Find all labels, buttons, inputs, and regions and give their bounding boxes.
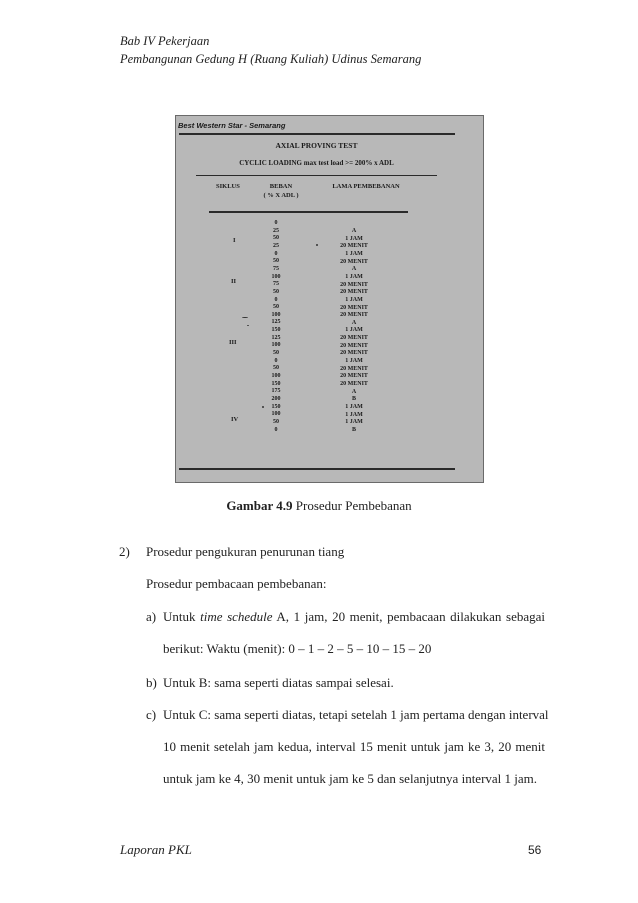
lama-cell: 20 MENIT <box>340 342 368 349</box>
lama-cell: A <box>351 266 357 273</box>
beban-cell: 0 <box>274 296 278 303</box>
beban-cell: 200 <box>271 395 281 402</box>
lama-cell: A <box>351 319 357 326</box>
beban-cell: 0 <box>274 250 278 257</box>
beban-cell: 100 <box>271 311 281 318</box>
procedure-title: Prosedur pembacaan pembebanan: <box>146 576 327 591</box>
beban-cell: 75 <box>273 265 279 272</box>
beban-cell: 0 <box>274 220 278 226</box>
figure-caption-label: Gambar 4.9 <box>226 498 293 513</box>
sub-item-a-line2: berikut: Waktu (menit): 0 – 1 – 2 – 5 – 10 – 15 – 20 <box>163 641 432 656</box>
col-header-lama: LAMA PEMBEBANAN <box>332 183 400 190</box>
col-header-siklus: SIKLUS <box>216 183 240 190</box>
lama-cell: 20 MENIT <box>340 381 368 387</box>
lama-cell: 1 JAM <box>345 273 363 280</box>
figure-bottom-rule <box>179 468 455 470</box>
scan-speck <box>242 317 248 318</box>
scan-speck <box>262 406 264 408</box>
beban-cell: 25 <box>273 227 279 234</box>
beban-cell: 50 <box>273 350 279 357</box>
sub-item-b-label: b) <box>146 675 157 690</box>
lama-cell: 1 JAM <box>345 250 363 257</box>
lama-cell: 1 JAM <box>345 296 363 303</box>
lama-cell: 20 MENIT <box>340 365 368 372</box>
loading-procedure-figure <box>175 115 484 483</box>
beban-cell: 100 <box>271 342 281 349</box>
beban-cell: 50 <box>273 418 279 425</box>
beban-cell: 175 <box>271 388 281 395</box>
figure-title: AXIAL PROVING TEST <box>275 141 358 150</box>
footer-report-label: Laporan PKL <box>120 842 192 857</box>
col-header-beban-unit: ( % X ADL ) <box>263 192 299 199</box>
list-number-2: 2) <box>119 544 130 559</box>
beban-cell: 50 <box>273 304 279 311</box>
beban-cell: 100 <box>271 373 281 379</box>
lama-cell: 1 JAM <box>345 411 363 418</box>
col-header-beban: BEBAN <box>269 183 293 190</box>
beban-cell: 150 <box>271 380 281 387</box>
beban-cell: 50 <box>273 258 279 265</box>
sub-item-b-line1: Untuk B: sama seperti diatas sampai selesai. <box>163 675 394 690</box>
lama-cell: 20 MENIT <box>340 281 368 288</box>
beban-cell: 50 <box>273 235 279 242</box>
scan-speck <box>247 325 249 326</box>
lama-cell: 20 MENIT <box>340 289 368 296</box>
figure-subtitle-rule <box>196 175 437 176</box>
scan-speck <box>316 244 318 246</box>
lama-cell: B <box>351 396 356 403</box>
siklus-label-2: II <box>231 278 237 285</box>
sub-item-c-label: c) <box>146 707 157 722</box>
beban-cell: 50 <box>273 365 279 372</box>
sub-item-c-line2: 10 menit setelah jam kedua, interval 15 menit untuk jam ke 3, 20 menit <box>163 739 545 754</box>
figure-company-label: Best Western Star - Semarang <box>178 121 286 130</box>
beban-cell: 50 <box>273 288 279 295</box>
lama-cell: 1 JAM <box>345 235 363 242</box>
siklus-label-4: IV <box>231 416 239 423</box>
siklus-label-3: III <box>229 339 237 346</box>
beban-cell: 100 <box>271 411 281 418</box>
running-header-project: Pembangunan Gedung H (Ruang Kuliah) Udinus Semarang <box>120 52 422 66</box>
beban-cell: 150 <box>271 403 281 410</box>
page-number: 56 <box>528 843 542 857</box>
lama-cell: 20 MENIT <box>340 243 368 250</box>
figure-caption <box>0 498 638 514</box>
sub-item-a-label: a) <box>146 609 157 624</box>
sub-item-a-line1 <box>163 609 545 625</box>
lama-cell: 1 JAM <box>345 327 363 334</box>
lama-cell: 20 MENIT <box>340 335 368 342</box>
lama-cell: 20 MENIT <box>340 350 368 357</box>
figure-subtitle: CYCLIC LOADING max test load >= 200% x ADL <box>239 159 394 167</box>
beban-cell: 150 <box>271 327 281 334</box>
figure-top-rule <box>179 133 455 135</box>
beban-cell: 0 <box>274 357 278 364</box>
sub-item-a-prefix: Untuk <box>163 609 201 624</box>
lama-cell: B <box>351 426 356 433</box>
beban-cell: 25 <box>273 242 279 249</box>
beban-cell: 100 <box>271 273 281 280</box>
beban-cell: 125 <box>271 319 281 326</box>
beban-cell: 0 <box>274 426 278 433</box>
sub-item-c-line1: Untuk C: sama seperti diatas, tetapi setelah 1 jam pertama dengan interval <box>163 707 549 722</box>
siklus-label-1: I <box>233 237 236 244</box>
figure-caption-text: Prosedur Pembebanan <box>292 498 412 513</box>
lama-cell: 20 MENIT <box>340 312 368 319</box>
lama-cell: 20 MENIT <box>340 373 368 380</box>
lama-cell: A <box>351 228 357 234</box>
sub-item-a-emphasis: time schedule <box>200 609 273 624</box>
lama-cell: 1 JAM <box>345 419 363 426</box>
sub-item-c-line3: untuk jam ke 4, 30 menit untuk jam ke 5 dan selanjutnya interval 1 jam. <box>163 771 538 786</box>
header-bottom-rule <box>209 211 408 213</box>
lama-cell: 1 JAM <box>345 358 363 365</box>
lama-cell: A <box>351 388 357 395</box>
running-header-chapter: Bab IV Pekerjaan <box>120 34 210 48</box>
lama-cell: 20 MENIT <box>340 304 368 311</box>
lama-cell: 20 MENIT <box>340 258 368 265</box>
sub-item-a-suffix: A, 1 jam, 20 menit, pembacaan dilakukan sebagai <box>272 609 545 624</box>
beban-cell: 125 <box>271 334 281 341</box>
lama-cell: 1 JAM <box>345 403 363 410</box>
beban-cell: 75 <box>273 281 279 288</box>
section-heading: Prosedur pengukuran penurunan tiang <box>146 544 345 559</box>
